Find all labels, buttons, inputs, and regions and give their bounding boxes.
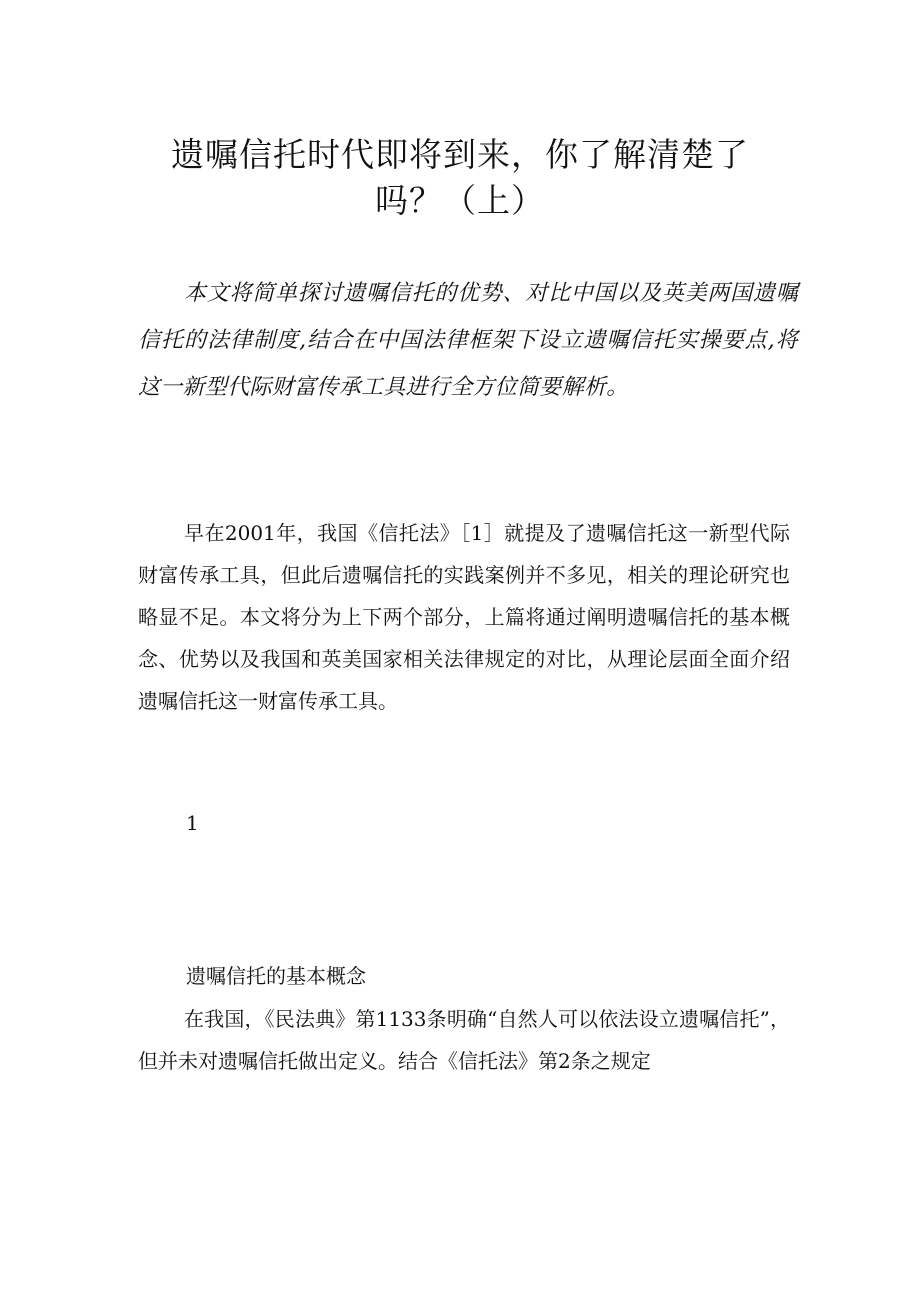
abstract-paragraph: 本文将简单探讨遗嘱信托的优势、对比中国以及英美两国遗嘱信托的法律制度,结合在中国法律框架下设立遗嘱信托实操要点,将这一新型代际财富传承工具进行全方位简要解析。 xyxy=(138,281,798,400)
document-title: 遗嘱信托时代即将到来，你了解清楚了吗？（上） xyxy=(171,135,749,220)
body-paragraph-intro: 早在2001年，我国《信托法》［1］就提及了遗嘱信托这一新型代际财富传承工具，但此后遗嘱信托的实践案例并不多见，相关的理论研究也略显不足。本文将分为上下两个部分，上篇将通过阐明遗嘱信托的基本概念、优势以及我国和英美国家相关法律规定的对比，从理论层面全面介绍遗嘱信托这一财富传承工具。 xyxy=(138,521,790,713)
body-paragraph-definition: 在我国，《民法典》第1133条明确“自然人可以依法设立遗嘱信托”，但并未对遗嘱信托做出定义。结合《信托法》第2条之规定 xyxy=(138,1007,790,1073)
section-number: 1 xyxy=(186,811,199,835)
section-heading: 遗嘱信托的基本概念 xyxy=(186,964,366,988)
